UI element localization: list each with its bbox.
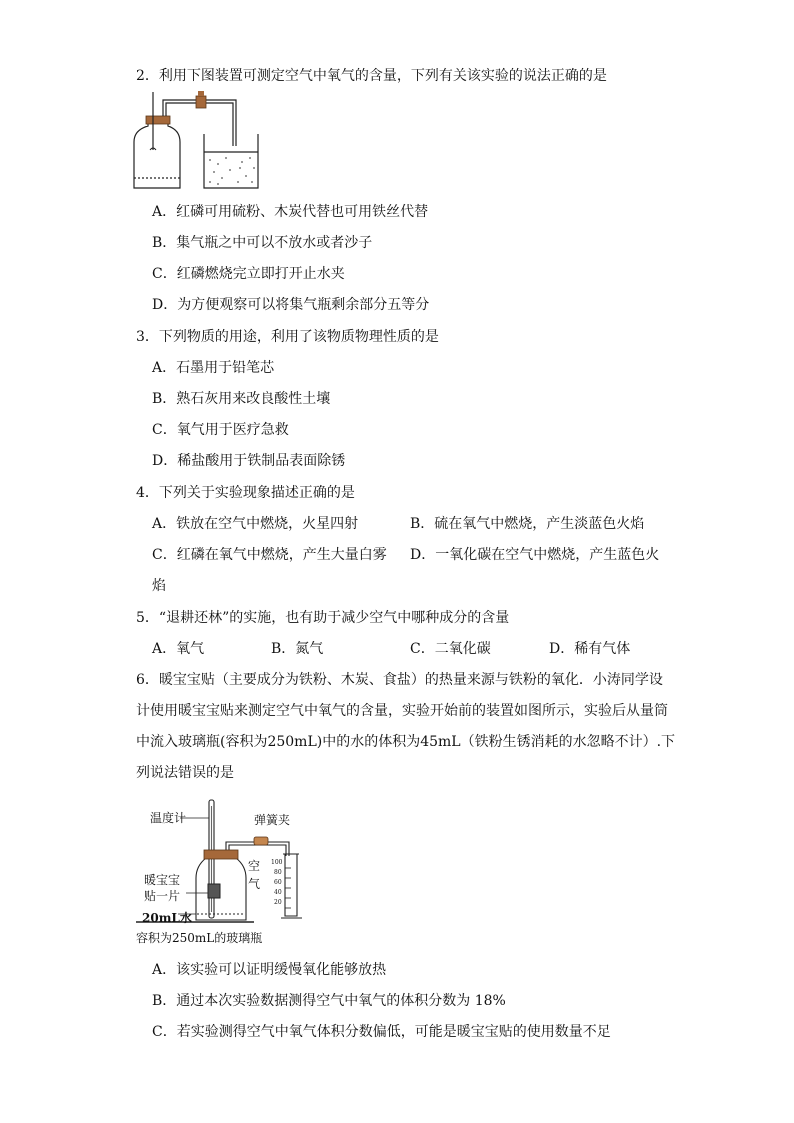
q4-option-d: D．一氧化碳在空气中燃烧，产生蓝色火 — [410, 547, 660, 563]
q5-option-c: C．二氧化碳 — [410, 641, 491, 657]
rubber-stopper — [146, 116, 170, 124]
label-thermometer: 温度计 — [150, 811, 187, 825]
beaker — [204, 134, 258, 188]
q6-option-b: B．通过本次实验数据测得空气中氧气的体积分数为 18% — [152, 993, 506, 1009]
glass-bottle — [196, 854, 246, 920]
q2-option-b: B．集气瓶之中可以不放水或者沙子 — [152, 235, 373, 251]
q2-option-c: C．红磷燃烧完立即打开止水夹 — [152, 266, 345, 282]
spring-clamp-shape — [254, 837, 268, 845]
q6-stem-line-4: 列说法错误的是 — [136, 765, 234, 781]
label-bottle: 容积为250mL的玻璃瓶 — [136, 931, 263, 945]
q3-option-c: C．氧气用于医疗急救 — [152, 422, 289, 438]
cylinder-scale-40: 40 — [274, 889, 282, 896]
label-water: 20mL水 — [142, 911, 192, 925]
q3-stem: 3．下列物质的用途，利用了该物质物理性质的是 — [136, 329, 439, 345]
beaker-water — [209, 157, 255, 185]
q3-option-a: A．石墨用于铅笔芯 — [152, 360, 275, 376]
q6-stem-line-2: 计使用暖宝宝贴来测定空气中氧气的含量，实验开始前的装置如图所示，实验后从量筒 — [136, 703, 668, 719]
q6-option-a: A．该实验可以证明缓慢氧化能够放热 — [152, 962, 387, 978]
q4-option-c: C．红磷在氧气中燃烧，产生大量白雾 — [152, 547, 387, 563]
label-air-2: 气 — [248, 877, 261, 891]
q4-option-a: A．铁放在空气中燃烧，火星四射 — [152, 516, 359, 532]
measuring-cylinder — [283, 854, 299, 916]
q6-apparatus-figure — [136, 796, 316, 950]
q6-stem-line-3: 中流入玻璃瓶(容积为250mL)中的水的体积为45mL（铁粉生锈消耗的水忽略不计）.下 — [136, 734, 676, 750]
rubber-stopper — [204, 850, 238, 859]
cylinder-scale-60: 60 — [274, 879, 282, 886]
q2-stem: 2．利用下图装置可测定空气中氧气的含量，下列有关该实验的说法正确的是 — [136, 68, 607, 84]
q5-option-b: B．氮气 — [271, 641, 324, 657]
q3-option-d: D．稀盐酸用于铁制品表面除锈 — [152, 453, 346, 469]
label-spring-clamp: 弹簧夹 — [254, 813, 291, 827]
label-one-piece: 贴一片 — [144, 889, 181, 903]
q4-option-b: B．硫在氧气中燃烧，产生淡蓝色火焰 — [410, 516, 645, 532]
label-hand-warmer: 暖宝宝 — [144, 873, 181, 887]
q2-option-d: D．为方便观察可以将集气瓶剩余部分五等分 — [152, 297, 430, 313]
q6-stem-line-1: 6．暖宝宝贴（主要成分为铁粉、木炭、食盐）的热量来源与铁粉的氧化．小涛同学设 — [136, 672, 663, 688]
q5-option-a: A．氧气 — [152, 641, 205, 657]
q2-option-a: A．红磷可用硫粉、木炭代替也可用铁丝代替 — [152, 204, 429, 220]
cylinder-scale-80: 80 — [274, 869, 282, 876]
gas-bottle — [134, 120, 180, 188]
q2-apparatus-figure — [130, 90, 290, 194]
cylinder-scale-100: 100 — [271, 859, 283, 866]
label-air-1: 空 — [248, 859, 261, 873]
cylinder-scale-20: 20 — [274, 899, 282, 906]
q3-option-b: B．熟石灰用来改良酸性土壤 — [152, 391, 331, 407]
water-clamp — [196, 96, 206, 108]
q4-option-d-wrap: 焰 — [152, 578, 166, 594]
q4-stem: 4．下列关于实验现象描述正确的是 — [136, 485, 355, 501]
hand-warmer-patch — [208, 884, 220, 898]
q6-option-c: C．若实验测得空气中氧气体积分数偏低，可能是暖宝宝贴的使用数量不足 — [152, 1024, 611, 1040]
q5-stem: 5．“退耕还林”的实施，也有助于减少空气中哪种成分的含量 — [136, 610, 510, 626]
q5-option-d: D．稀有气体 — [549, 641, 631, 657]
